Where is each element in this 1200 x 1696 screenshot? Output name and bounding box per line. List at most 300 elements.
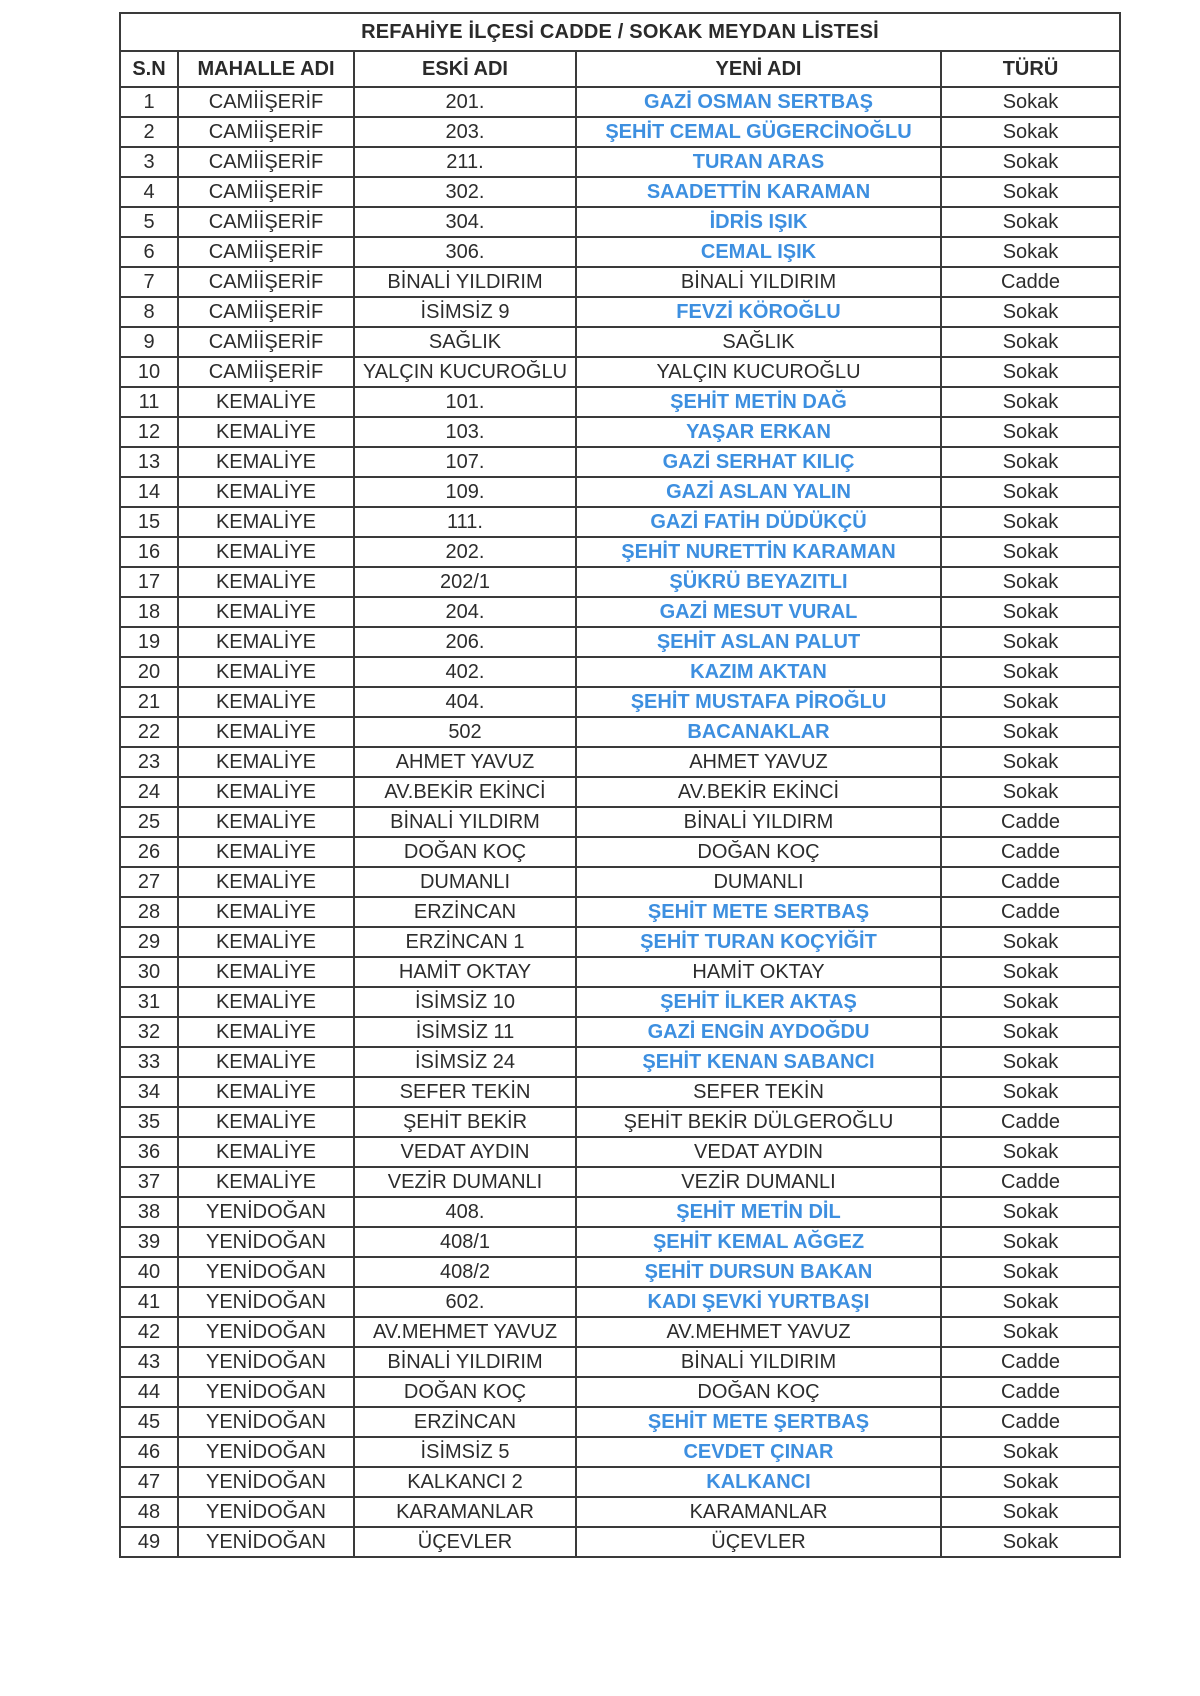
table-row	[120, 207, 1120, 237]
street-list-table	[119, 12, 1121, 1558]
cell-type: Sokak	[941, 1017, 1120, 1047]
table-row	[120, 717, 1120, 747]
cell-type: Sokak	[941, 297, 1120, 327]
cell-sn: 27	[120, 867, 178, 897]
cell-old-name: ÜÇEVLER	[354, 1527, 576, 1557]
cell-old-name: 202.	[354, 537, 576, 567]
cell-type: Sokak	[941, 567, 1120, 597]
cell-new-name: ŞEHİT MUSTAFA PİROĞLU	[576, 687, 941, 717]
cell-type: Sokak	[941, 627, 1120, 657]
cell-mahalle: KEMALİYE	[178, 1077, 354, 1107]
table-row	[120, 1407, 1120, 1437]
cell-old-name: 109.	[354, 477, 576, 507]
cell-type: Sokak	[941, 747, 1120, 777]
cell-type: Sokak	[941, 447, 1120, 477]
cell-new-name: DOĞAN KOÇ	[576, 837, 941, 867]
cell-mahalle: KEMALİYE	[178, 747, 354, 777]
table-row	[120, 1317, 1120, 1347]
cell-new-name: ŞEHİT KENAN SABANCI	[576, 1047, 941, 1077]
cell-mahalle: KEMALİYE	[178, 627, 354, 657]
cell-new-name: YALÇIN KUCUROĞLU	[576, 357, 941, 387]
cell-new-name: ŞEHİT DURSUN BAKAN	[576, 1257, 941, 1287]
table-row	[120, 1347, 1120, 1377]
table-row	[120, 657, 1120, 687]
document-title: REFAHİYE İLÇESİ CADDE / SOKAK MEYDAN LİSTESİ	[120, 13, 1120, 51]
cell-sn: 7	[120, 267, 178, 297]
cell-new-name: BİNALİ YILDIRIM	[576, 267, 941, 297]
cell-sn: 23	[120, 747, 178, 777]
cell-old-name: 203.	[354, 117, 576, 147]
table-row	[120, 537, 1120, 567]
cell-sn: 29	[120, 927, 178, 957]
table-row	[120, 687, 1120, 717]
table-row	[120, 87, 1120, 117]
cell-sn: 37	[120, 1167, 178, 1197]
cell-type: Cadde	[941, 1407, 1120, 1437]
cell-new-name: SAADETTİN KARAMAN	[576, 177, 941, 207]
cell-sn: 9	[120, 327, 178, 357]
cell-type: Sokak	[941, 357, 1120, 387]
table-row	[120, 117, 1120, 147]
cell-mahalle: KEMALİYE	[178, 477, 354, 507]
cell-old-name: 404.	[354, 687, 576, 717]
table-row	[120, 447, 1120, 477]
cell-type: Sokak	[941, 1257, 1120, 1287]
title-row	[120, 13, 1120, 51]
cell-mahalle: YENİDOĞAN	[178, 1407, 354, 1437]
cell-old-name: KARAMANLAR	[354, 1497, 576, 1527]
cell-mahalle: KEMALİYE	[178, 927, 354, 957]
cell-mahalle: KEMALİYE	[178, 1167, 354, 1197]
table-row	[120, 1047, 1120, 1077]
cell-mahalle: CAMİİŞERİF	[178, 207, 354, 237]
cell-type: Sokak	[941, 177, 1120, 207]
cell-sn: 21	[120, 687, 178, 717]
cell-type: Sokak	[941, 657, 1120, 687]
cell-sn: 10	[120, 357, 178, 387]
cell-sn: 15	[120, 507, 178, 537]
table-row	[120, 747, 1120, 777]
table-row	[120, 597, 1120, 627]
cell-mahalle: KEMALİYE	[178, 537, 354, 567]
cell-new-name: BACANAKLAR	[576, 717, 941, 747]
cell-sn: 35	[120, 1107, 178, 1137]
cell-mahalle: KEMALİYE	[178, 687, 354, 717]
cell-new-name: ŞEHİT CEMAL GÜGERCİNOĞLU	[576, 117, 941, 147]
cell-type: Cadde	[941, 1347, 1120, 1377]
table-row	[120, 297, 1120, 327]
cell-new-name: CEMAL IŞIK	[576, 237, 941, 267]
cell-mahalle: YENİDOĞAN	[178, 1257, 354, 1287]
cell-sn: 26	[120, 837, 178, 867]
cell-sn: 24	[120, 777, 178, 807]
cell-new-name: DOĞAN KOÇ	[576, 1377, 941, 1407]
cell-new-name: ŞEHİT METİN DİL	[576, 1197, 941, 1227]
table-row	[120, 1107, 1120, 1137]
cell-mahalle: YENİDOĞAN	[178, 1197, 354, 1227]
cell-mahalle: YENİDOĞAN	[178, 1467, 354, 1497]
table-row	[120, 777, 1120, 807]
table-row	[120, 1017, 1120, 1047]
table-row	[120, 1137, 1120, 1167]
cell-mahalle: CAMİİŞERİF	[178, 237, 354, 267]
table-row	[120, 327, 1120, 357]
cell-new-name: FEVZİ KÖROĞLU	[576, 297, 941, 327]
cell-mahalle: KEMALİYE	[178, 717, 354, 747]
header-row	[120, 51, 1120, 87]
cell-old-name: DUMANLI	[354, 867, 576, 897]
cell-old-name: SAĞLIK	[354, 327, 576, 357]
cell-sn: 25	[120, 807, 178, 837]
cell-old-name: 408/2	[354, 1257, 576, 1287]
cell-old-name: İSİMSİZ 24	[354, 1047, 576, 1077]
cell-type: Sokak	[941, 207, 1120, 237]
column-header-new-name: YENİ ADI	[576, 51, 941, 87]
cell-old-name: 304.	[354, 207, 576, 237]
cell-new-name: GAZİ MESUT VURAL	[576, 597, 941, 627]
cell-sn: 8	[120, 297, 178, 327]
cell-sn: 5	[120, 207, 178, 237]
cell-new-name: ŞEHİT ASLAN PALUT	[576, 627, 941, 657]
cell-sn: 2	[120, 117, 178, 147]
cell-new-name: KARAMANLAR	[576, 1497, 941, 1527]
cell-mahalle: YENİDOĞAN	[178, 1227, 354, 1257]
cell-mahalle: YENİDOĞAN	[178, 1437, 354, 1467]
cell-type: Sokak	[941, 147, 1120, 177]
cell-type: Cadde	[941, 1377, 1120, 1407]
cell-type: Cadde	[941, 867, 1120, 897]
cell-type: Sokak	[941, 1467, 1120, 1497]
cell-new-name: GAZİ ASLAN YALIN	[576, 477, 941, 507]
table-row	[120, 477, 1120, 507]
cell-sn: 3	[120, 147, 178, 177]
table-row	[120, 1227, 1120, 1257]
cell-new-name: İDRİS IŞIK	[576, 207, 941, 237]
cell-old-name: 211.	[354, 147, 576, 177]
cell-type: Sokak	[941, 477, 1120, 507]
cell-type: Sokak	[941, 1137, 1120, 1167]
cell-type: Sokak	[941, 417, 1120, 447]
cell-sn: 42	[120, 1317, 178, 1347]
cell-new-name: AHMET YAVUZ	[576, 747, 941, 777]
cell-old-name: AHMET YAVUZ	[354, 747, 576, 777]
cell-old-name: 107.	[354, 447, 576, 477]
cell-mahalle: YENİDOĞAN	[178, 1377, 354, 1407]
table-row	[120, 1167, 1120, 1197]
cell-type: Sokak	[941, 1077, 1120, 1107]
cell-old-name: 408/1	[354, 1227, 576, 1257]
cell-old-name: VEDAT AYDIN	[354, 1137, 576, 1167]
cell-sn: 14	[120, 477, 178, 507]
cell-type: Cadde	[941, 1167, 1120, 1197]
cell-old-name: ŞEHİT BEKİR	[354, 1107, 576, 1137]
table-row	[120, 987, 1120, 1017]
cell-mahalle: KEMALİYE	[178, 567, 354, 597]
cell-sn: 49	[120, 1527, 178, 1557]
cell-new-name: GAZİ SERHAT KILIÇ	[576, 447, 941, 477]
cell-sn: 28	[120, 897, 178, 927]
cell-new-name: YAŞAR ERKAN	[576, 417, 941, 447]
table-row	[120, 507, 1120, 537]
cell-old-name: DOĞAN KOÇ	[354, 1377, 576, 1407]
cell-old-name: 402.	[354, 657, 576, 687]
cell-type: Sokak	[941, 1047, 1120, 1077]
cell-mahalle: KEMALİYE	[178, 387, 354, 417]
cell-new-name: HAMİT OKTAY	[576, 957, 941, 987]
cell-old-name: 306.	[354, 237, 576, 267]
cell-sn: 34	[120, 1077, 178, 1107]
table-body	[120, 87, 1120, 1557]
cell-old-name: 302.	[354, 177, 576, 207]
cell-old-name: ERZİNCAN 1	[354, 927, 576, 957]
table-row	[120, 867, 1120, 897]
cell-type: Sokak	[941, 717, 1120, 747]
cell-mahalle: YENİDOĞAN	[178, 1527, 354, 1557]
cell-mahalle: CAMİİŞERİF	[178, 87, 354, 117]
cell-mahalle: KEMALİYE	[178, 447, 354, 477]
cell-mahalle: KEMALİYE	[178, 837, 354, 867]
table-row	[120, 1377, 1120, 1407]
cell-new-name: AV.BEKİR EKİNCİ	[576, 777, 941, 807]
cell-old-name: KALKANCI 2	[354, 1467, 576, 1497]
cell-mahalle: YENİDOĞAN	[178, 1317, 354, 1347]
table-row	[120, 147, 1120, 177]
column-header-mahalle: MAHALLE ADI	[178, 51, 354, 87]
cell-type: Cadde	[941, 837, 1120, 867]
cell-mahalle: KEMALİYE	[178, 1137, 354, 1167]
table-row	[120, 1497, 1120, 1527]
cell-type: Sokak	[941, 1437, 1120, 1467]
column-header-sn: S.N	[120, 51, 178, 87]
cell-sn: 36	[120, 1137, 178, 1167]
table-row	[120, 1467, 1120, 1497]
cell-old-name: AV.BEKİR EKİNCİ	[354, 777, 576, 807]
cell-type: Sokak	[941, 387, 1120, 417]
cell-new-name: ŞEHİT İLKER AKTAŞ	[576, 987, 941, 1017]
cell-type: Sokak	[941, 1227, 1120, 1257]
cell-old-name: 201.	[354, 87, 576, 117]
cell-type: Sokak	[941, 117, 1120, 147]
cell-old-name: BİNALİ YILDIRM	[354, 807, 576, 837]
cell-sn: 33	[120, 1047, 178, 1077]
table-row	[120, 627, 1120, 657]
cell-type: Cadde	[941, 807, 1120, 837]
cell-old-name: 101.	[354, 387, 576, 417]
cell-type: Cadde	[941, 267, 1120, 297]
cell-old-name: 206.	[354, 627, 576, 657]
cell-type: Sokak	[941, 987, 1120, 1017]
cell-mahalle: KEMALİYE	[178, 657, 354, 687]
document-page	[119, 12, 1119, 1558]
cell-old-name: YALÇIN KUCUROĞLU	[354, 357, 576, 387]
cell-mahalle: KEMALİYE	[178, 987, 354, 1017]
cell-type: Sokak	[941, 507, 1120, 537]
table-row	[120, 417, 1120, 447]
cell-type: Sokak	[941, 237, 1120, 267]
cell-new-name: VEZİR DUMANLI	[576, 1167, 941, 1197]
cell-type: Cadde	[941, 1107, 1120, 1137]
cell-sn: 47	[120, 1467, 178, 1497]
table-row	[120, 837, 1120, 867]
cell-old-name: 204.	[354, 597, 576, 627]
cell-old-name: 202/1	[354, 567, 576, 597]
cell-new-name: ŞEHİT TURAN KOÇYİĞİT	[576, 927, 941, 957]
cell-new-name: KALKANCI	[576, 1467, 941, 1497]
cell-sn: 38	[120, 1197, 178, 1227]
cell-sn: 41	[120, 1287, 178, 1317]
cell-type: Sokak	[941, 1287, 1120, 1317]
table-row	[120, 1197, 1120, 1227]
cell-mahalle: CAMİİŞERİF	[178, 177, 354, 207]
cell-new-name: ÜÇEVLER	[576, 1527, 941, 1557]
table-row	[120, 237, 1120, 267]
cell-new-name: DUMANLI	[576, 867, 941, 897]
cell-sn: 6	[120, 237, 178, 267]
cell-mahalle: KEMALİYE	[178, 507, 354, 537]
cell-new-name: BİNALİ YILDIRM	[576, 807, 941, 837]
cell-sn: 40	[120, 1257, 178, 1287]
cell-type: Sokak	[941, 957, 1120, 987]
cell-sn: 20	[120, 657, 178, 687]
table-row	[120, 357, 1120, 387]
cell-mahalle: KEMALİYE	[178, 897, 354, 927]
cell-sn: 45	[120, 1407, 178, 1437]
cell-mahalle: YENİDOĞAN	[178, 1287, 354, 1317]
cell-new-name: SAĞLIK	[576, 327, 941, 357]
cell-mahalle: CAMİİŞERİF	[178, 147, 354, 177]
cell-type: Sokak	[941, 87, 1120, 117]
cell-old-name: İSİMSİZ 5	[354, 1437, 576, 1467]
cell-sn: 31	[120, 987, 178, 1017]
column-header-type: TÜRÜ	[941, 51, 1120, 87]
cell-mahalle: CAMİİŞERİF	[178, 297, 354, 327]
cell-mahalle: KEMALİYE	[178, 597, 354, 627]
cell-old-name: SEFER TEKİN	[354, 1077, 576, 1107]
cell-new-name: ŞEHİT METE SERTBAŞ	[576, 897, 941, 927]
cell-type: Sokak	[941, 927, 1120, 957]
cell-type: Sokak	[941, 1527, 1120, 1557]
cell-mahalle: KEMALİYE	[178, 867, 354, 897]
cell-old-name: 602.	[354, 1287, 576, 1317]
table-row	[120, 897, 1120, 927]
cell-old-name: İSİMSİZ 11	[354, 1017, 576, 1047]
cell-new-name: ŞEHİT METİN DAĞ	[576, 387, 941, 417]
cell-new-name: KAZIM AKTAN	[576, 657, 941, 687]
column-header-old-name: ESKİ ADI	[354, 51, 576, 87]
cell-sn: 19	[120, 627, 178, 657]
cell-sn: 4	[120, 177, 178, 207]
table-row	[120, 957, 1120, 987]
cell-sn: 30	[120, 957, 178, 987]
cell-mahalle: CAMİİŞERİF	[178, 117, 354, 147]
cell-sn: 1	[120, 87, 178, 117]
cell-type: Sokak	[941, 1197, 1120, 1227]
cell-old-name: İSİMSİZ 9	[354, 297, 576, 327]
cell-old-name: ERZİNCAN	[354, 1407, 576, 1437]
cell-sn: 18	[120, 597, 178, 627]
table-row	[120, 1257, 1120, 1287]
cell-new-name: AV.MEHMET YAVUZ	[576, 1317, 941, 1347]
cell-new-name: ŞEHİT BEKİR DÜLGEROĞLU	[576, 1107, 941, 1137]
cell-new-name: ŞEHİT NURETTİN KARAMAN	[576, 537, 941, 567]
table-row	[120, 177, 1120, 207]
cell-type: Cadde	[941, 897, 1120, 927]
cell-type: Sokak	[941, 687, 1120, 717]
cell-old-name: 103.	[354, 417, 576, 447]
cell-type: Sokak	[941, 1317, 1120, 1347]
table-row	[120, 387, 1120, 417]
cell-old-name: BİNALİ YILDIRIM	[354, 267, 576, 297]
table-row	[120, 927, 1120, 957]
cell-new-name: BİNALİ YILDIRIM	[576, 1347, 941, 1377]
cell-sn: 39	[120, 1227, 178, 1257]
cell-sn: 13	[120, 447, 178, 477]
cell-new-name: ŞEHİT METE ŞERTBAŞ	[576, 1407, 941, 1437]
cell-type: Sokak	[941, 597, 1120, 627]
cell-new-name: GAZİ ENGİN AYDOĞDU	[576, 1017, 941, 1047]
cell-sn: 22	[120, 717, 178, 747]
cell-new-name: TURAN ARAS	[576, 147, 941, 177]
cell-new-name: GAZİ OSMAN SERTBAŞ	[576, 87, 941, 117]
cell-mahalle: YENİDOĞAN	[178, 1497, 354, 1527]
cell-old-name: BİNALİ YILDIRIM	[354, 1347, 576, 1377]
cell-sn: 32	[120, 1017, 178, 1047]
cell-sn: 17	[120, 567, 178, 597]
cell-sn: 44	[120, 1377, 178, 1407]
cell-old-name: DOĞAN KOÇ	[354, 837, 576, 867]
cell-sn: 16	[120, 537, 178, 567]
cell-new-name: ŞÜKRÜ BEYAZITLI	[576, 567, 941, 597]
table-row	[120, 267, 1120, 297]
cell-old-name: ERZİNCAN	[354, 897, 576, 927]
cell-old-name: VEZİR DUMANLI	[354, 1167, 576, 1197]
cell-mahalle: KEMALİYE	[178, 777, 354, 807]
cell-old-name: 502	[354, 717, 576, 747]
cell-mahalle: KEMALİYE	[178, 807, 354, 837]
cell-mahalle: KEMALİYE	[178, 1107, 354, 1137]
cell-type: Sokak	[941, 537, 1120, 567]
cell-new-name: VEDAT AYDIN	[576, 1137, 941, 1167]
cell-type: Sokak	[941, 777, 1120, 807]
cell-sn: 46	[120, 1437, 178, 1467]
cell-mahalle: CAMİİŞERİF	[178, 357, 354, 387]
cell-old-name: İSİMSİZ 10	[354, 987, 576, 1017]
cell-type: Sokak	[941, 327, 1120, 357]
cell-old-name: HAMİT OKTAY	[354, 957, 576, 987]
table-row	[120, 1077, 1120, 1107]
cell-sn: 43	[120, 1347, 178, 1377]
cell-old-name: 408.	[354, 1197, 576, 1227]
cell-mahalle: KEMALİYE	[178, 1047, 354, 1077]
cell-mahalle: KEMALİYE	[178, 417, 354, 447]
cell-mahalle: KEMALİYE	[178, 957, 354, 987]
cell-new-name: ŞEHİT KEMAL AĞGEZ	[576, 1227, 941, 1257]
table-row	[120, 567, 1120, 597]
cell-mahalle: YENİDOĞAN	[178, 1347, 354, 1377]
cell-sn: 12	[120, 417, 178, 447]
table-row	[120, 807, 1120, 837]
table-row	[120, 1527, 1120, 1557]
cell-new-name: CEVDET ÇINAR	[576, 1437, 941, 1467]
cell-mahalle: CAMİİŞERİF	[178, 327, 354, 357]
cell-mahalle: KEMALİYE	[178, 1017, 354, 1047]
cell-old-name: AV.MEHMET YAVUZ	[354, 1317, 576, 1347]
cell-new-name: SEFER TEKİN	[576, 1077, 941, 1107]
cell-new-name: GAZİ FATİH DÜDÜKÇÜ	[576, 507, 941, 537]
cell-mahalle: CAMİİŞERİF	[178, 267, 354, 297]
cell-sn: 11	[120, 387, 178, 417]
cell-old-name: 111.	[354, 507, 576, 537]
